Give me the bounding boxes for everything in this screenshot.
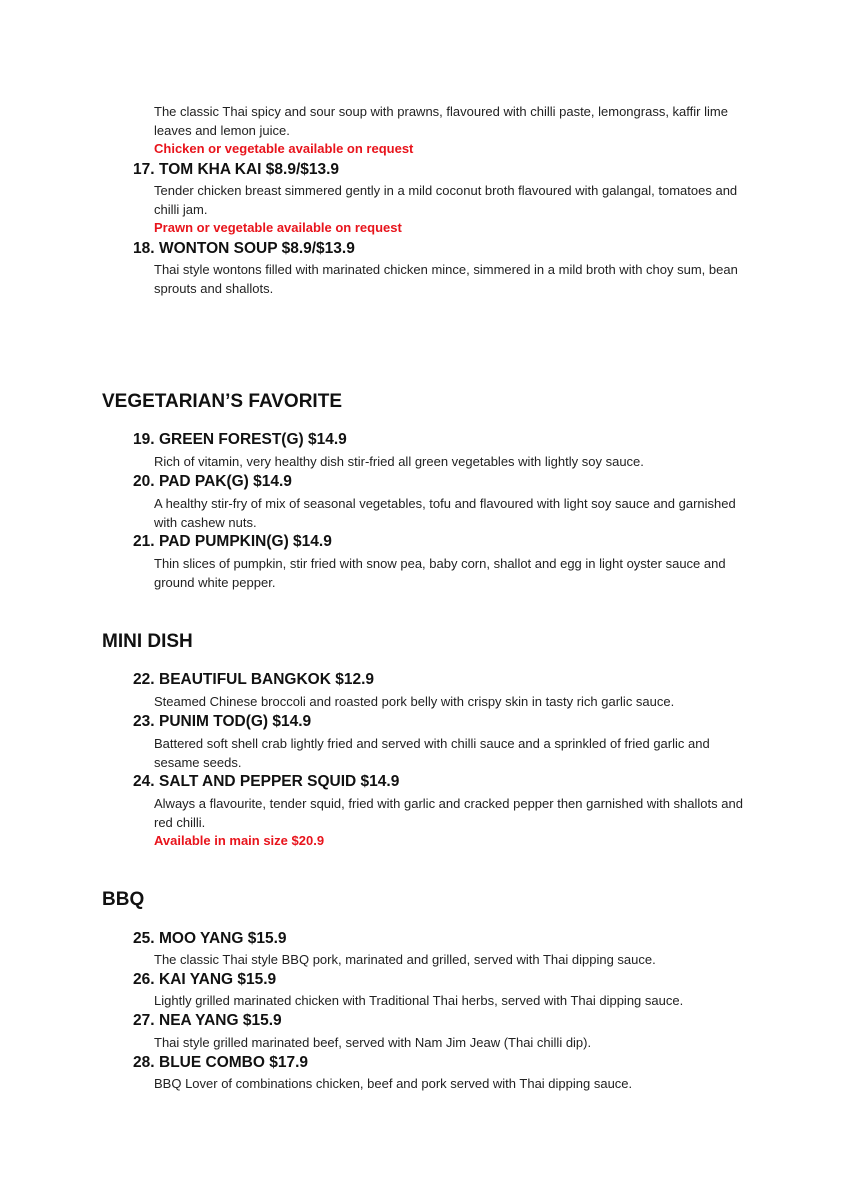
item-title: PUNIM TOD(G) $14.9 — [159, 713, 312, 730]
menu-item-title — [133, 1053, 308, 1073]
item-note: Chicken or vegetable available on request — [154, 141, 414, 156]
menu-item-title — [133, 970, 276, 990]
item-description: Always a flavourite, tender squid, fried with garlic and cracked pepper then garnished with shallots and red chilli. — [154, 796, 743, 830]
section-heading: MINI DISH — [102, 631, 193, 652]
item-number: 25. — [133, 930, 155, 947]
item-description: Lightly grilled marinated chicken with Traditional Thai herbs, served with Thai dipping sauce. — [154, 993, 684, 1008]
item-description: Thin slices of pumpkin, stir fried with snow pea, baby corn, shallot and egg in light oyster sauce and ground white pepper. — [154, 556, 726, 590]
item-number: 17. — [133, 161, 155, 178]
item-description: BBQ Lover of combinations chicken, beef and pork served with Thai dipping sauce. — [154, 1076, 633, 1091]
item-title: TOM KHA KAI $8.9/$13.9 — [159, 161, 340, 178]
item-description: The classic Thai spicy and sour soup with prawns, flavoured with chilli paste, lemongrass, kaffir lime leaves and lemon juice. — [154, 104, 728, 138]
menu-item-title — [133, 772, 399, 792]
menu-item-title — [133, 929, 287, 949]
item-title: PAD PAK(G) $14.9 — [159, 473, 292, 490]
menu-item-title — [133, 712, 311, 732]
item-description: Battered soft shell crab lightly fried and served with chilli sauce and a sprinkled of fried garlic and sesame seeds. — [154, 736, 710, 770]
item-title: SALT AND PEPPER SQUID $14.9 — [159, 773, 400, 790]
item-note: Available in main size $20.9 — [154, 833, 325, 848]
item-number: 18. — [133, 240, 155, 257]
item-number: 22. — [133, 671, 155, 688]
item-number: 20. — [133, 473, 155, 490]
item-description: A healthy stir-fry of mix of seasonal vegetables, tofu and flavoured with light soy sauce and garnished with cashew nuts. — [154, 496, 736, 530]
menu-item-title — [133, 670, 374, 690]
item-title: BLUE COMBO $17.9 — [159, 1054, 309, 1071]
item-description: Rich of vitamin, very healthy dish stir-fried all green vegetables with lightly soy sauce. — [154, 454, 644, 469]
item-note: Prawn or vegetable available on request — [154, 220, 402, 235]
menu-item-title — [133, 532, 332, 552]
item-description: The classic Thai style BBQ pork, marinated and grilled, served with Thai dipping sauce. — [154, 952, 656, 967]
menu-item-title — [133, 160, 339, 180]
item-number: 24. — [133, 773, 155, 790]
item-description: Thai style grilled marinated beef, served with Nam Jim Jeaw (Thai chilli dip). — [154, 1035, 592, 1050]
item-description: Thai style wontons filled with marinated chicken mince, simmered in a mild broth with choy sum, bean sprouts and shallots. — [154, 262, 738, 296]
item-title: KAI YANG $15.9 — [159, 971, 277, 988]
item-number: 21. — [133, 533, 155, 550]
item-title: PAD PUMPKIN(G) $14.9 — [159, 533, 332, 550]
section-heading: VEGETARIAN’S FAVORITE — [102, 391, 342, 412]
item-description: Tender chicken breast simmered gently in a mild coconut broth flavoured with galangal, tomatoes and chilli jam. — [154, 183, 738, 217]
item-number: 28. — [133, 1054, 155, 1071]
item-title: BEAUTIFUL BANGKOK $12.9 — [159, 671, 375, 688]
menu-item-title — [133, 239, 355, 259]
item-title: MOO YANG $15.9 — [159, 930, 287, 947]
menu-item-title — [133, 1011, 282, 1031]
section-heading: BBQ — [102, 889, 145, 910]
item-title: WONTON SOUP $8.9/$13.9 — [159, 240, 355, 257]
item-number: 26. — [133, 971, 155, 988]
item-number: 19. — [133, 431, 155, 448]
item-number: 27. — [133, 1012, 155, 1029]
item-title: GREEN FOREST(G) $14.9 — [159, 431, 347, 448]
item-description: Steamed Chinese broccoli and roasted pork belly with crispy skin in tasty rich garlic sauce. — [154, 694, 675, 709]
item-number: 23. — [133, 713, 155, 730]
menu-item-title — [133, 430, 347, 450]
item-title: NEA YANG $15.9 — [159, 1012, 282, 1029]
menu-item-title — [133, 472, 292, 492]
